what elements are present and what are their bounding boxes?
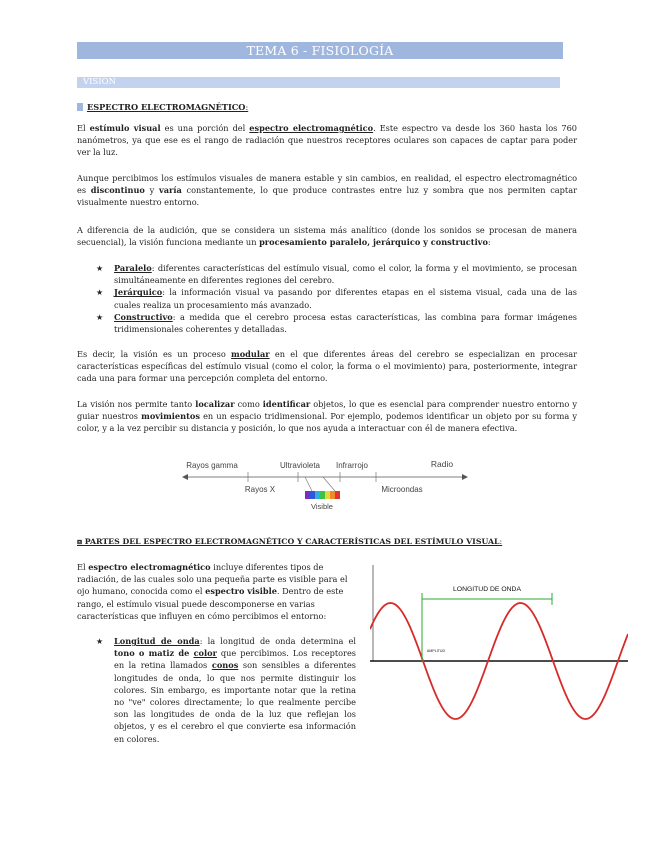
wavelength-label: LONGITUD DE ONDA	[453, 586, 521, 593]
star-icon: ★	[96, 636, 104, 646]
paragraph-1: El estímulo visual es una porción del espectro electromagnético. Este espectro va desde los 360 hasta los 760 nanómetros, ya que ese es el rango de radiación que nuestros receptores oculares son capaces de captar para poder ver la luz.	[77, 123, 578, 158]
paragraph-5: La visión nos permite tanto localizar como identificar objetos, lo que es esencial para comprender nuestro entorno y guiar nuestros movimientos en un espacio tridimensional. Por ejemplo, podemos identificar un objeto por su forma y color, y a la vez percibir su distancia y posición, lo que nos ayuda a interactuar con él de manera efectiva.	[77, 399, 577, 434]
section-header: VISIÓN	[77, 77, 560, 88]
subheading-colon: :	[499, 537, 503, 546]
subheading-parts	[77, 537, 502, 547]
star-icon: ★	[96, 287, 104, 298]
amplitude-label: AMPLITUD	[426, 649, 446, 653]
box-marker-icon: ⧈	[77, 537, 82, 546]
star-icon: ★	[96, 311, 104, 322]
label-visible: Visible	[311, 502, 333, 511]
list-item: ★ Paralelo: diferentes características del estímulo visual, como el color, la forma y el movimiento, se procesan simultáneamente en diferentes regiones del cerebro.	[96, 263, 577, 286]
bullet-list-processing	[96, 262, 577, 335]
wavelength-diagram	[370, 565, 628, 735]
label-rayos-x: Rayos X	[244, 485, 276, 494]
bullet-wavelength: ★ Longitud de onda: la longitud de onda determina el tono o matiz de color que percibimos. Los receptores en la retina llamados conos son sensibles a diferentes longitudes de onda, lo que nos permite distinguir los colores. Sin embargo, es importante notar que la retina no "ve" colores directamente; lo que realmente percibe son las longitudes de onda de la luz que reflejan los objetos, y es el cerebro el que convierte esa información en colores.	[96, 636, 357, 744]
list-item: ★ Constructivo: a medida que el cerebro procesa estas características, las combina para formar imágenes tridimensionales coherentes y detalladas.	[96, 311, 577, 335]
subheading-spectrum	[77, 102, 248, 112]
list-item: ★ Jerárquico: la información visual va pasando por diferentes etapas en el sistema visual, cada una de las cuales realiza un procesamiento más avanzado.	[96, 287, 577, 310]
paragraph-3: A diferencia de la audición, que se considera un sistema más analítico (donde los sonidos se procesan de manera secuencial), la visión funciona mediante un procesamiento paralelo, jerárquico y constructivo:	[77, 225, 577, 248]
subheading-text: PARTES DEL ESPECTRO ELECTROMAGNÉTICO Y CARACTERÍSTICAS DEL ESTÍMULO VISUAL	[84, 537, 500, 546]
spectrum-diagram	[180, 455, 470, 515]
label-ultravioleta: Ultravioleta	[279, 461, 321, 470]
label-microondas: Microondas	[381, 485, 423, 494]
paragraph-4: Es decir, la visión es un proceso modular en el que diferentes áreas del cerebro se especializan en procesar características específicas del estímulo visual (como el color, la forma o el movimiento) para, posteriormente, integrar cada una para formar una percepción completa del entorno.	[77, 349, 577, 384]
paragraph-6: El espectro electromagnético incluye diferentes tipos de radiación, de las cuales solo una pequeña parte es visible para el ojo humano, conocida como el espectro visible. Dentro de este rango, el estímulo visual puede descomponerse en varias características que influyen en cómo percibimos el entorno:	[77, 562, 348, 621]
star-icon: ★	[96, 263, 104, 273]
label-rayos-gamma: Rayos gamma	[186, 461, 238, 470]
arrow-right-icon	[462, 474, 468, 480]
page-title: TEMA 6 - FISIOLOGÍA	[77, 42, 563, 59]
visible-color-band	[305, 491, 340, 499]
label-radio: Radio	[430, 459, 454, 469]
label-infrarrojo: Infrarrojo	[335, 461, 369, 470]
subheading-colon: :	[245, 102, 249, 112]
square-marker-icon	[77, 103, 83, 111]
arrow-left-icon	[182, 474, 188, 480]
subheading-text: ESPECTRO ELECTROMAGNÉTICO	[87, 102, 246, 112]
paragraph-2: Aunque percibimos los estímulos visuales de manera estable y sin cambios, en realidad, el espectro electromagnético es discontinuo y varía constantemente, lo que produce contrastes entre luz y sombra que nos permiten captar visualmente nuestro entorno.	[77, 173, 577, 208]
